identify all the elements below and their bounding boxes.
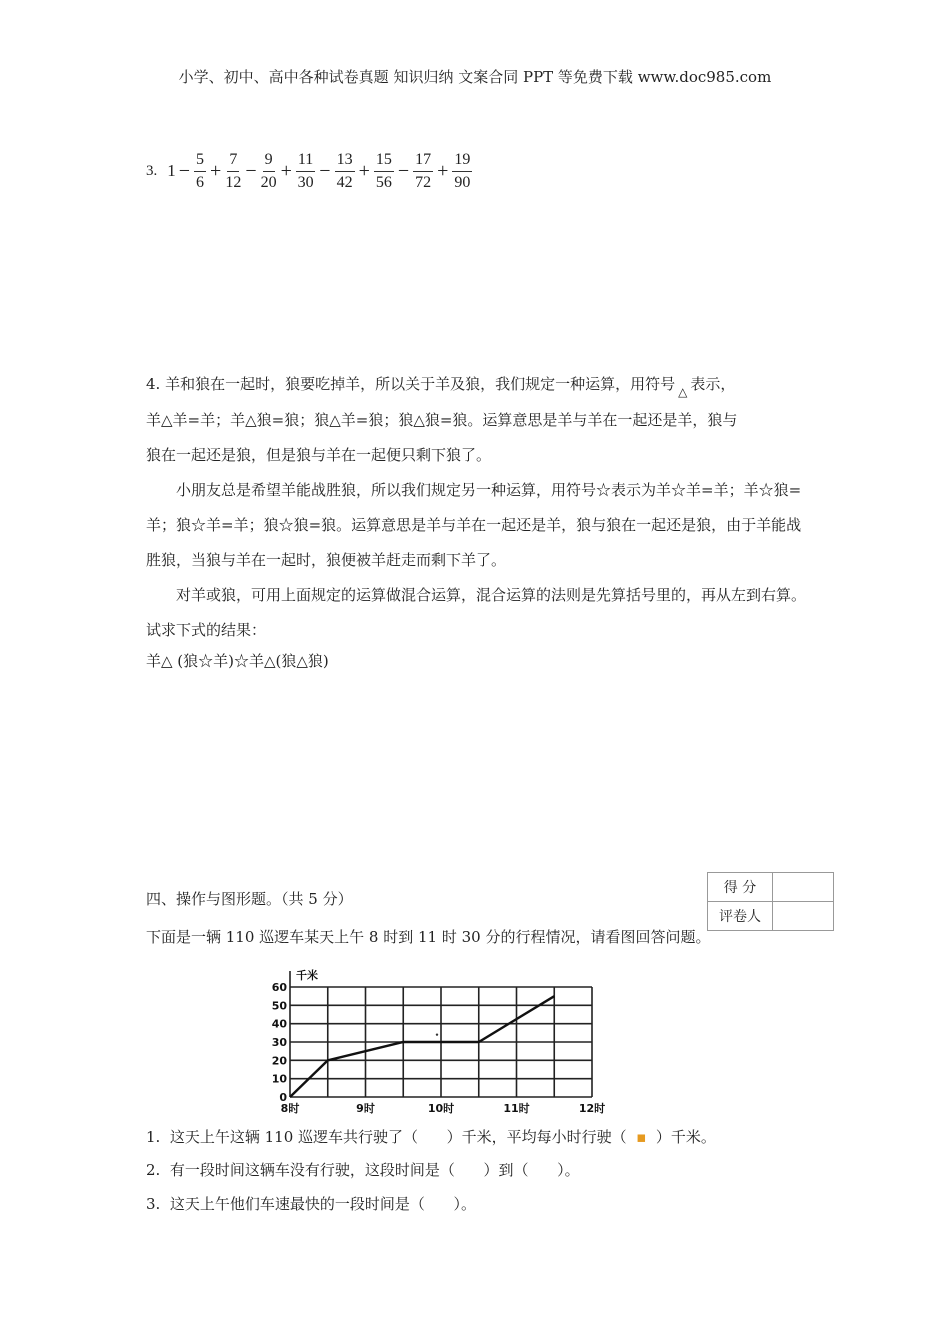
numerator: 17 xyxy=(413,152,433,172)
denominator: 90 xyxy=(454,173,471,191)
denominator: 6 xyxy=(196,173,205,191)
q4-line2: 羊△羊=羊；羊△狼=狼；狼△羊=狼；狼△狼=狼。运算意思是羊与羊在一起还是羊，狼与 xyxy=(146,411,738,429)
chart-question-3 xyxy=(146,1193,476,1214)
q1-text-a: 1. 这天上午这辆 110 巡逻车共行驶了（ ）千米，平均每小时行驶（ xyxy=(146,1128,637,1146)
q2-text: 2. 有一段时间这辆车没有行驶，这段时间是（ ）到（ ）。 xyxy=(146,1161,580,1179)
question-3-expression xyxy=(146,146,475,196)
fraction xyxy=(335,152,355,191)
x-tick-label: 9时 xyxy=(356,1102,375,1115)
score-label: 得 分 xyxy=(708,873,773,902)
section-4-title: 四、操作与图形题。（共 5 分） xyxy=(146,890,353,908)
q4-para3: 对羊或狼，可用上面规定的运算做混合运算，混合运算的法则是先算括号里的，再从左到右算。试求下式的结果： xyxy=(146,586,807,639)
fraction xyxy=(452,152,472,191)
numerator: 13 xyxy=(335,152,355,172)
x-tick-label: 8时 xyxy=(280,1102,300,1115)
fraction xyxy=(225,152,241,191)
y-tick-label: 50 xyxy=(271,999,287,1013)
numerator: 19 xyxy=(452,152,472,172)
y-tick-label: 10 xyxy=(271,1072,287,1086)
stray-dot xyxy=(436,1033,438,1035)
numerator: 11 xyxy=(296,152,315,172)
fraction xyxy=(194,152,206,191)
q4-line3: 狼在一起还是狼，但是狼与羊在一起便只剩下狼了。 xyxy=(146,446,492,464)
fraction xyxy=(296,152,315,191)
q1-mark: ▪ xyxy=(636,1128,647,1146)
y-tick-label: 0 xyxy=(279,1091,287,1104)
numerator: 7 xyxy=(227,152,239,172)
operator: − xyxy=(245,159,257,182)
chart-question-1 xyxy=(146,1126,716,1147)
grader-cell[interactable] xyxy=(773,902,834,931)
denominator: 20 xyxy=(260,173,277,191)
y-tick-label: 30 xyxy=(271,1036,287,1049)
operator: − xyxy=(319,159,331,182)
numerator: 5 xyxy=(194,152,206,172)
operator: + xyxy=(280,159,292,182)
q4-expression: 羊△ (狼☆羊)☆羊△(狼△狼) xyxy=(146,652,329,670)
y-tick-label: 60 xyxy=(271,981,287,994)
page-header: 小学、初中、高中各种试卷真题 知识归纳 文案合同 PPT 等免费下载 www.doc985.com xyxy=(178,68,772,86)
q4-para2: 小朋友总是希望羊能战胜狼，所以我们规定另一种运算，用符号☆表示为羊☆羊=羊；羊☆狼=羊；狼☆羊=羊；狼☆狼=狼。运算意思是羊与羊在一起还是羊，狼与狼在一起还是狼，由于羊能战胜狼，当狼与羊在一起时，狼便被羊赶走而剩下羊了。 xyxy=(146,481,802,569)
denominator: 12 xyxy=(225,173,242,191)
x-tick-label: 10时 xyxy=(427,1102,455,1115)
q3-text: 3. 这天上午他们车速最快的一段时间是（ ）。 xyxy=(146,1195,476,1213)
score-table xyxy=(707,872,834,931)
y-tick-label: 40 xyxy=(271,1017,287,1031)
q1-text-b: ）千米。 xyxy=(646,1128,716,1146)
section-4-description: 下面是一辆 110 巡逻车某天上午 8 时到 11 时 30 分的行程情况，请看图回答问题。 xyxy=(146,928,711,946)
chart-question-2 xyxy=(146,1159,580,1180)
expression-lead: 1 xyxy=(167,161,176,180)
question-4-text xyxy=(146,367,810,674)
series-line xyxy=(290,996,554,1097)
q4-triangle-symbol: △ xyxy=(678,385,688,399)
numerator: 15 xyxy=(374,152,394,172)
distance-time-chart xyxy=(264,960,610,1118)
q4-line1b: 表示， xyxy=(690,375,736,393)
operator: + xyxy=(437,159,449,182)
chart-svg xyxy=(264,960,610,1118)
fraction xyxy=(413,152,433,191)
denominator: 30 xyxy=(297,173,314,191)
question-number: 3. xyxy=(146,162,158,179)
operator: + xyxy=(210,159,222,182)
denominator: 42 xyxy=(336,173,353,191)
grader-label: 评卷人 xyxy=(708,902,773,931)
y-tick-label: 20 xyxy=(271,1054,287,1068)
q4-line1a: 4. 羊和狼在一起时，狼要吃掉羊，所以关于羊及狼，我们规定一种运算，用符号 xyxy=(146,375,676,393)
fraction xyxy=(374,152,394,191)
numerator: 9 xyxy=(263,152,275,172)
score-cell[interactable] xyxy=(773,873,834,902)
x-tick-label: 11时 xyxy=(503,1102,530,1115)
operator: − xyxy=(397,159,410,182)
operator: − xyxy=(178,159,191,182)
fraction xyxy=(261,152,277,191)
denominator: 56 xyxy=(375,173,392,191)
x-tick-label: 12时 xyxy=(578,1102,606,1115)
denominator: 72 xyxy=(415,173,432,191)
operator: + xyxy=(358,159,370,182)
y-axis-label: 千米 xyxy=(296,969,318,982)
